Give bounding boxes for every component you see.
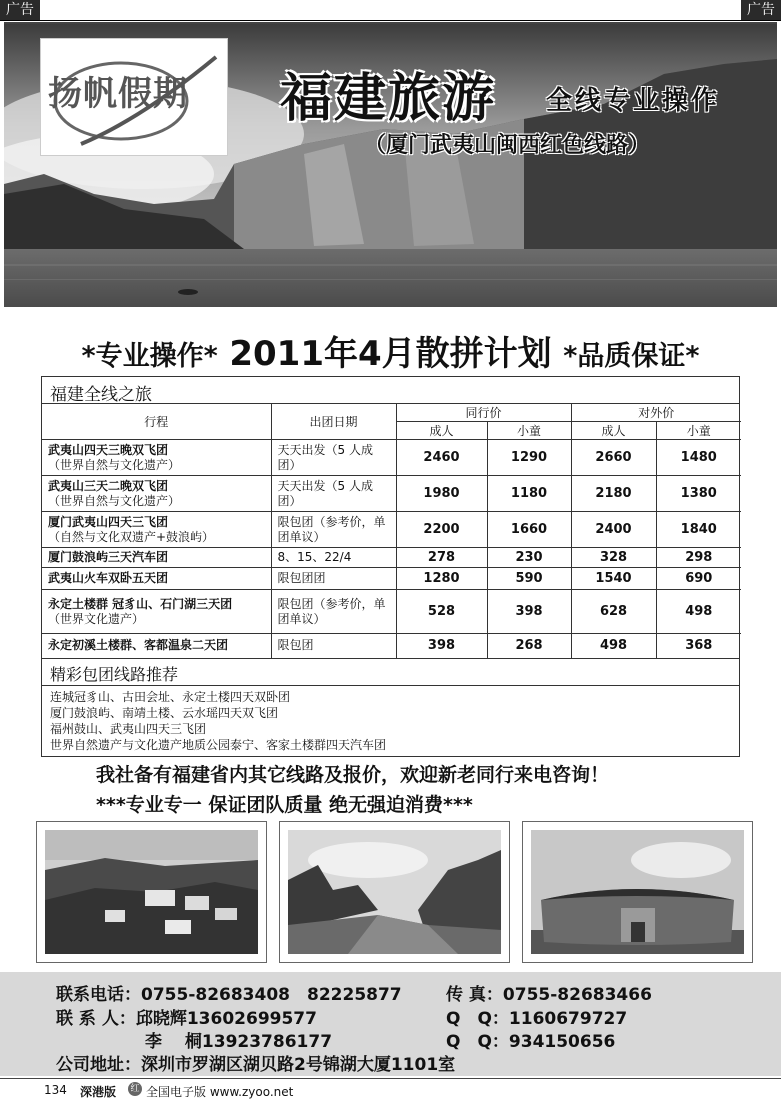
page-footer — [0, 1078, 781, 1100]
peer-child-price: 590 — [487, 568, 571, 590]
edition-name: 深港版 — [80, 1085, 117, 1099]
price-table — [42, 404, 741, 658]
route-cell — [42, 512, 271, 548]
headline-left: *专业操作* — [81, 341, 218, 372]
edition-badge-icon: 红 — [128, 1082, 142, 1096]
ad-tag-left: 广告 — [0, 0, 40, 20]
header-public-child: 小童 — [656, 422, 741, 440]
list-item: 连城冠豸山、古田会址、永定土楼四天双卧团 — [50, 689, 291, 704]
header-public-adult: 成人 — [571, 422, 656, 440]
public-adult-price: 1540 — [571, 568, 656, 590]
site-url: 全国电子版 www.zyoo.net — [146, 1085, 294, 1099]
route-name: 永定初溪土楼群、客都温泉二天团 — [48, 638, 229, 653]
notice-line-1: 我社备有福建省内其它线路及报价，欢迎新老同行来电咨询！ — [96, 764, 610, 786]
public-adult-price: 498 — [571, 634, 656, 658]
hero-title: 福建旅游 — [280, 69, 497, 129]
public-child-price: 690 — [656, 568, 741, 590]
hero-subtitle: 全线专业操作 — [546, 86, 721, 116]
list-item: 福州鼓山、武夷山四天三飞团 — [50, 721, 207, 736]
public-adult-price: 2180 — [571, 476, 656, 512]
person-label: 联 系 人： — [56, 1009, 136, 1029]
route-note: （自然与文化双遗产+鼓浪屿） — [48, 529, 215, 544]
route-name: 武夷山三天二晚双飞团 — [48, 478, 169, 493]
qq-row-1 — [446, 1004, 627, 1029]
route-note: （世界文化遗产） — [48, 611, 145, 626]
route-cell — [42, 548, 271, 568]
peer-adult-price: 2460 — [396, 440, 487, 476]
section-title: 福建全线之旅 — [42, 377, 739, 404]
fax-number: 0755-82683466 — [502, 985, 652, 1005]
table-row — [42, 476, 741, 512]
route-cell — [42, 568, 271, 590]
contact-panel — [0, 972, 781, 1076]
peer-adult-price: 278 — [396, 548, 487, 568]
peer-adult-price: 2200 — [396, 512, 487, 548]
public-adult-price: 2400 — [571, 512, 656, 548]
date-cell: 限包团团 — [271, 568, 396, 590]
route-cell — [42, 440, 271, 476]
route-cell — [42, 476, 271, 512]
page-number: 134 — [44, 1083, 67, 1097]
hero-banner — [4, 22, 777, 307]
headline — [0, 326, 781, 375]
route-note: （世界自然与文化遗产） — [48, 457, 181, 472]
public-child-price: 298 — [656, 548, 741, 568]
date-cell: 8、15、22/4 — [271, 548, 396, 568]
public-adult-price: 2660 — [571, 440, 656, 476]
phone-number: 0755-82683408 82225877 — [141, 985, 402, 1005]
route-note: （世界自然与文化遗产） — [48, 493, 181, 508]
table-row — [42, 548, 741, 568]
address: 深圳市罗湖区湖贝路2号锦湖大厦1101室 — [141, 1055, 456, 1075]
public-child-price: 1840 — [656, 512, 741, 548]
photo-tulou — [522, 821, 753, 963]
public-child-price: 1380 — [656, 476, 741, 512]
route-name: 武夷山火车双卧五天团 — [48, 571, 169, 585]
ad-tag-right: 广告 — [741, 0, 781, 20]
route-name: 武夷山四天三晚双飞团 — [48, 442, 169, 457]
peer-child-price: 1290 — [487, 440, 571, 476]
fax-label: 传 真： — [446, 985, 503, 1005]
date-cell: 天天出发（5 人成团） — [271, 440, 396, 476]
peer-child-price: 398 — [487, 590, 571, 634]
route-cell — [42, 634, 271, 658]
hero-route: （厦门武夷山闽西红色线路） — [364, 133, 651, 158]
photo-island-town — [45, 830, 258, 954]
route-name: 厦门鼓浪屿三天汽车团 — [48, 550, 169, 564]
list-item: 厦门鼓浪屿、南靖土楼、云水瑶四天双飞团 — [50, 705, 279, 720]
public-child-price: 1480 — [656, 440, 741, 476]
table-row — [42, 634, 741, 658]
table-row — [42, 590, 741, 634]
public-adult-price: 328 — [571, 548, 656, 568]
photo-gulangyu — [36, 821, 267, 963]
headline-center: 2011年4月散拼计划 — [229, 334, 552, 374]
peer-child-price: 268 — [487, 634, 571, 658]
recommend-list — [42, 686, 739, 756]
header-peer: 同行价 — [396, 404, 571, 422]
public-child-price: 498 — [656, 590, 741, 634]
table-row — [42, 440, 741, 476]
route-name: 永定土楼群 冠豸山、石门湖三天团 — [48, 596, 233, 611]
headline-right: *品质保证* — [563, 341, 700, 372]
fax-row — [446, 980, 652, 1005]
recommend-title: 精彩包团线路推荐 — [42, 658, 739, 686]
header-public: 对外价 — [571, 404, 741, 422]
address-row — [56, 1050, 455, 1075]
logo-text: 扬帆假期 — [48, 74, 188, 114]
route-cell — [42, 590, 271, 634]
date-cell: 限包团（参考价，单团单议） — [271, 590, 396, 634]
header-date: 出团日期 — [271, 404, 396, 440]
qq-2: 934150656 — [508, 1032, 616, 1052]
peer-adult-price: 1980 — [396, 476, 487, 512]
qq-label-2: Q Q： — [446, 1032, 509, 1052]
peer-child-price: 1660 — [487, 512, 571, 548]
route-name: 厦门武夷山四天三飞团 — [48, 514, 169, 529]
date-cell: 限包团（参考价，单团单议） — [271, 512, 396, 548]
notice-line-2: ***专业专一 保证团队质量 绝无强迫消费*** — [96, 794, 473, 816]
qq-1: 1160679727 — [508, 1009, 628, 1029]
qq-row-2 — [446, 1027, 615, 1052]
photo-earthen-building — [531, 830, 744, 954]
peer-adult-price: 1280 — [396, 568, 487, 590]
person-1: 邱晓辉13602699577 — [135, 1009, 317, 1029]
peer-adult-price: 398 — [396, 634, 487, 658]
peer-adult-price: 528 — [396, 590, 487, 634]
person-row-1 — [56, 1004, 317, 1029]
top-divider — [0, 20, 781, 21]
address-label: 公司地址： — [56, 1055, 141, 1075]
list-item: 世界自然遗产与文化遗产地质公园泰宁、客家土楼群四天汽车团 — [50, 737, 387, 752]
qq-label: Q Q： — [446, 1009, 509, 1029]
table-row — [42, 512, 741, 548]
person-row-2 — [145, 1027, 332, 1052]
public-adult-price: 628 — [571, 590, 656, 634]
photo-river-mountains — [288, 830, 501, 954]
peer-child-price: 1180 — [487, 476, 571, 512]
person-2: 李 桐13923786177 — [145, 1032, 333, 1052]
public-child-price: 368 — [656, 634, 741, 658]
photo-wuyishan — [279, 821, 510, 963]
header-route: 行程 — [42, 404, 271, 440]
table-row — [42, 568, 741, 590]
header-peer-adult: 成人 — [396, 422, 487, 440]
price-table-box — [41, 376, 740, 757]
phone-row — [56, 980, 402, 1005]
date-cell: 限包团 — [271, 634, 396, 658]
peer-child-price: 230 — [487, 548, 571, 568]
header-peer-child: 小童 — [487, 422, 571, 440]
date-cell: 天天出发（5 人成团） — [271, 476, 396, 512]
phone-label: 联系电话： — [56, 985, 141, 1005]
table-header-row — [42, 404, 741, 422]
